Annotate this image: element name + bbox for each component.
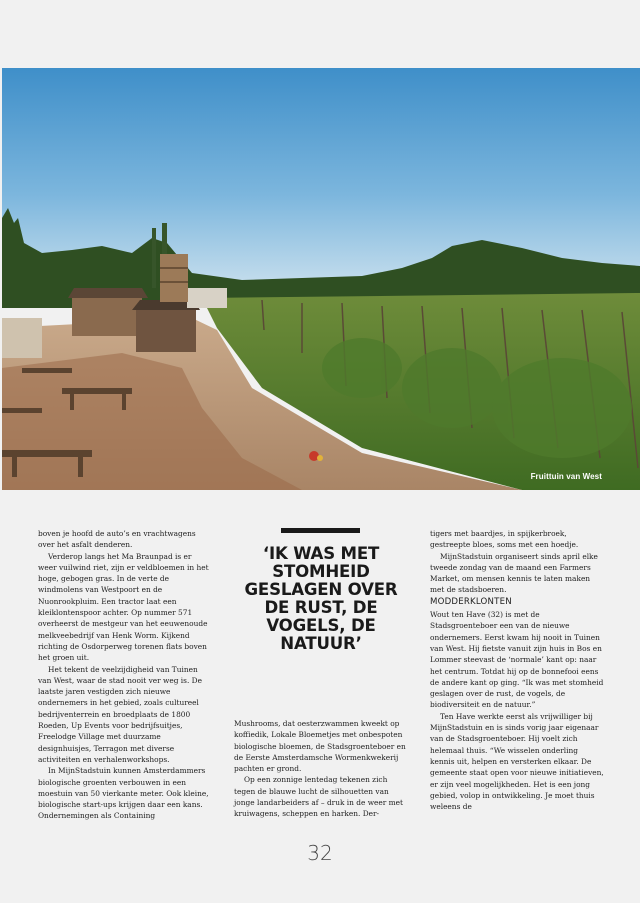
article-column-2 [234, 718, 408, 820]
paragraph: In MijnStadstuin kunnen Amsterdammers biologische groenten verbouwen in een moestuin van 50 vierkante meter. Ook kleine, biologische start-ups krijgen daar een kans. Ondernemingen als Containing [38, 766, 209, 821]
quote-rule [281, 528, 360, 533]
paragraph: Ten Have werkte eerst als vrijwilliger bij MijnStadstuin en is sinds vorig jaar eigenaar van de Stadsgroenteboer. Hij voelt zich helemaal thuis. “We wisselen onderling kennis uit, helpen en versterken elkaar. De gemeente staat open voor nieuwe initiatieven, er zijn veel mogelijkheden. Het is een jong gebied, volop in ontwikkeling. Je moet thuis weleens de [430, 711, 604, 812]
paragraph: Het tekent de veelzijdigheid van Tuinen van West, waar de stad nooit ver weg is. De laatste jaren vestigden zich nieuwe ondernemers in het gebied, zoals cultureel bedrijventerrein en broedplaats de 1800 Roeden, Up Events voor bedrijfsuitjes, Freelodge Village met duurzame designhuisjes, Terragon met diverse activiteiten en verhalenworkshops. [38, 664, 202, 764]
orchard-photo [2, 68, 640, 490]
section-subheading: MODDERKLONTEN [430, 596, 512, 607]
paragraph: Verderop langs het Ma Braunpad is er weer vuilwind riet, zijn er veldbloemen in het hoge, gebogen gras. In de verte de windmolens van Westpoort en de Nuonrookpluim. Een tractor laat een kleiklontenspoor achter. Op nummer 571 overheerst de mestgeur van het eeuwenoude melkveebedrijf van Henk Worm. Kijkend richting de Osdorperweg torenen flats boven het groen uit. [38, 551, 209, 663]
paragraph: Wout ten Have (32) is met de Stadsgroenteboer een van de nieuwe ondernemers. Eerst kwam hij nooit in Tuinen van West. Hij fietste vanuit zijn huis in Bos en Lommer steevast de ‘normale’ kant op: naar het centrum. Totdat hij op de bonnefooi eens de andere kant op ging. “Ik was met stomheid geslagen over de rust, de vogels, de biodiversiteit en de natuur.” [430, 610, 604, 710]
page-number: 32 [307, 841, 333, 865]
photo-illustration [2, 68, 640, 490]
paragraph: Op een zonnige lentedag tekenen zich tegen de blauwe lucht de silhouetten van jonge landarbeiders af – druk in de weer met kruiwagens, scheppen en harken. Der- [234, 775, 404, 819]
paragraph: MijnStadstuin organiseert sinds april elke tweede zondag van de maand een Farmers Market, om mensen kennis te laten maken met de stadsboeren. [430, 551, 598, 595]
article-column-1 [38, 528, 210, 822]
article-column-3 [430, 528, 604, 812]
photo-caption: Fruittuin van West [530, 472, 602, 481]
paragraph: tigers met baardjes, in spijkerbroek, gestreepte bloes, soms met een hoedje. [430, 529, 579, 550]
paragraph: boven je hoofd de auto’s en vrachtwagens over het asfalt denderen. [38, 529, 196, 550]
paragraph: Mushrooms, dat oesterzwammen kweekt op koffiedik, Lokale Bloemetjes met onbespoten biologische bloemen, de Stadsgroenteboer en de Eerste Amsterdamsche Wormenkwekerij pachten er grond. [234, 719, 406, 774]
pull-quote: ‘IK WAS MET STOMHEID GESLAGEN OVER DE RUST, DE VOGELS, DE NATUUR’ [244, 544, 398, 653]
